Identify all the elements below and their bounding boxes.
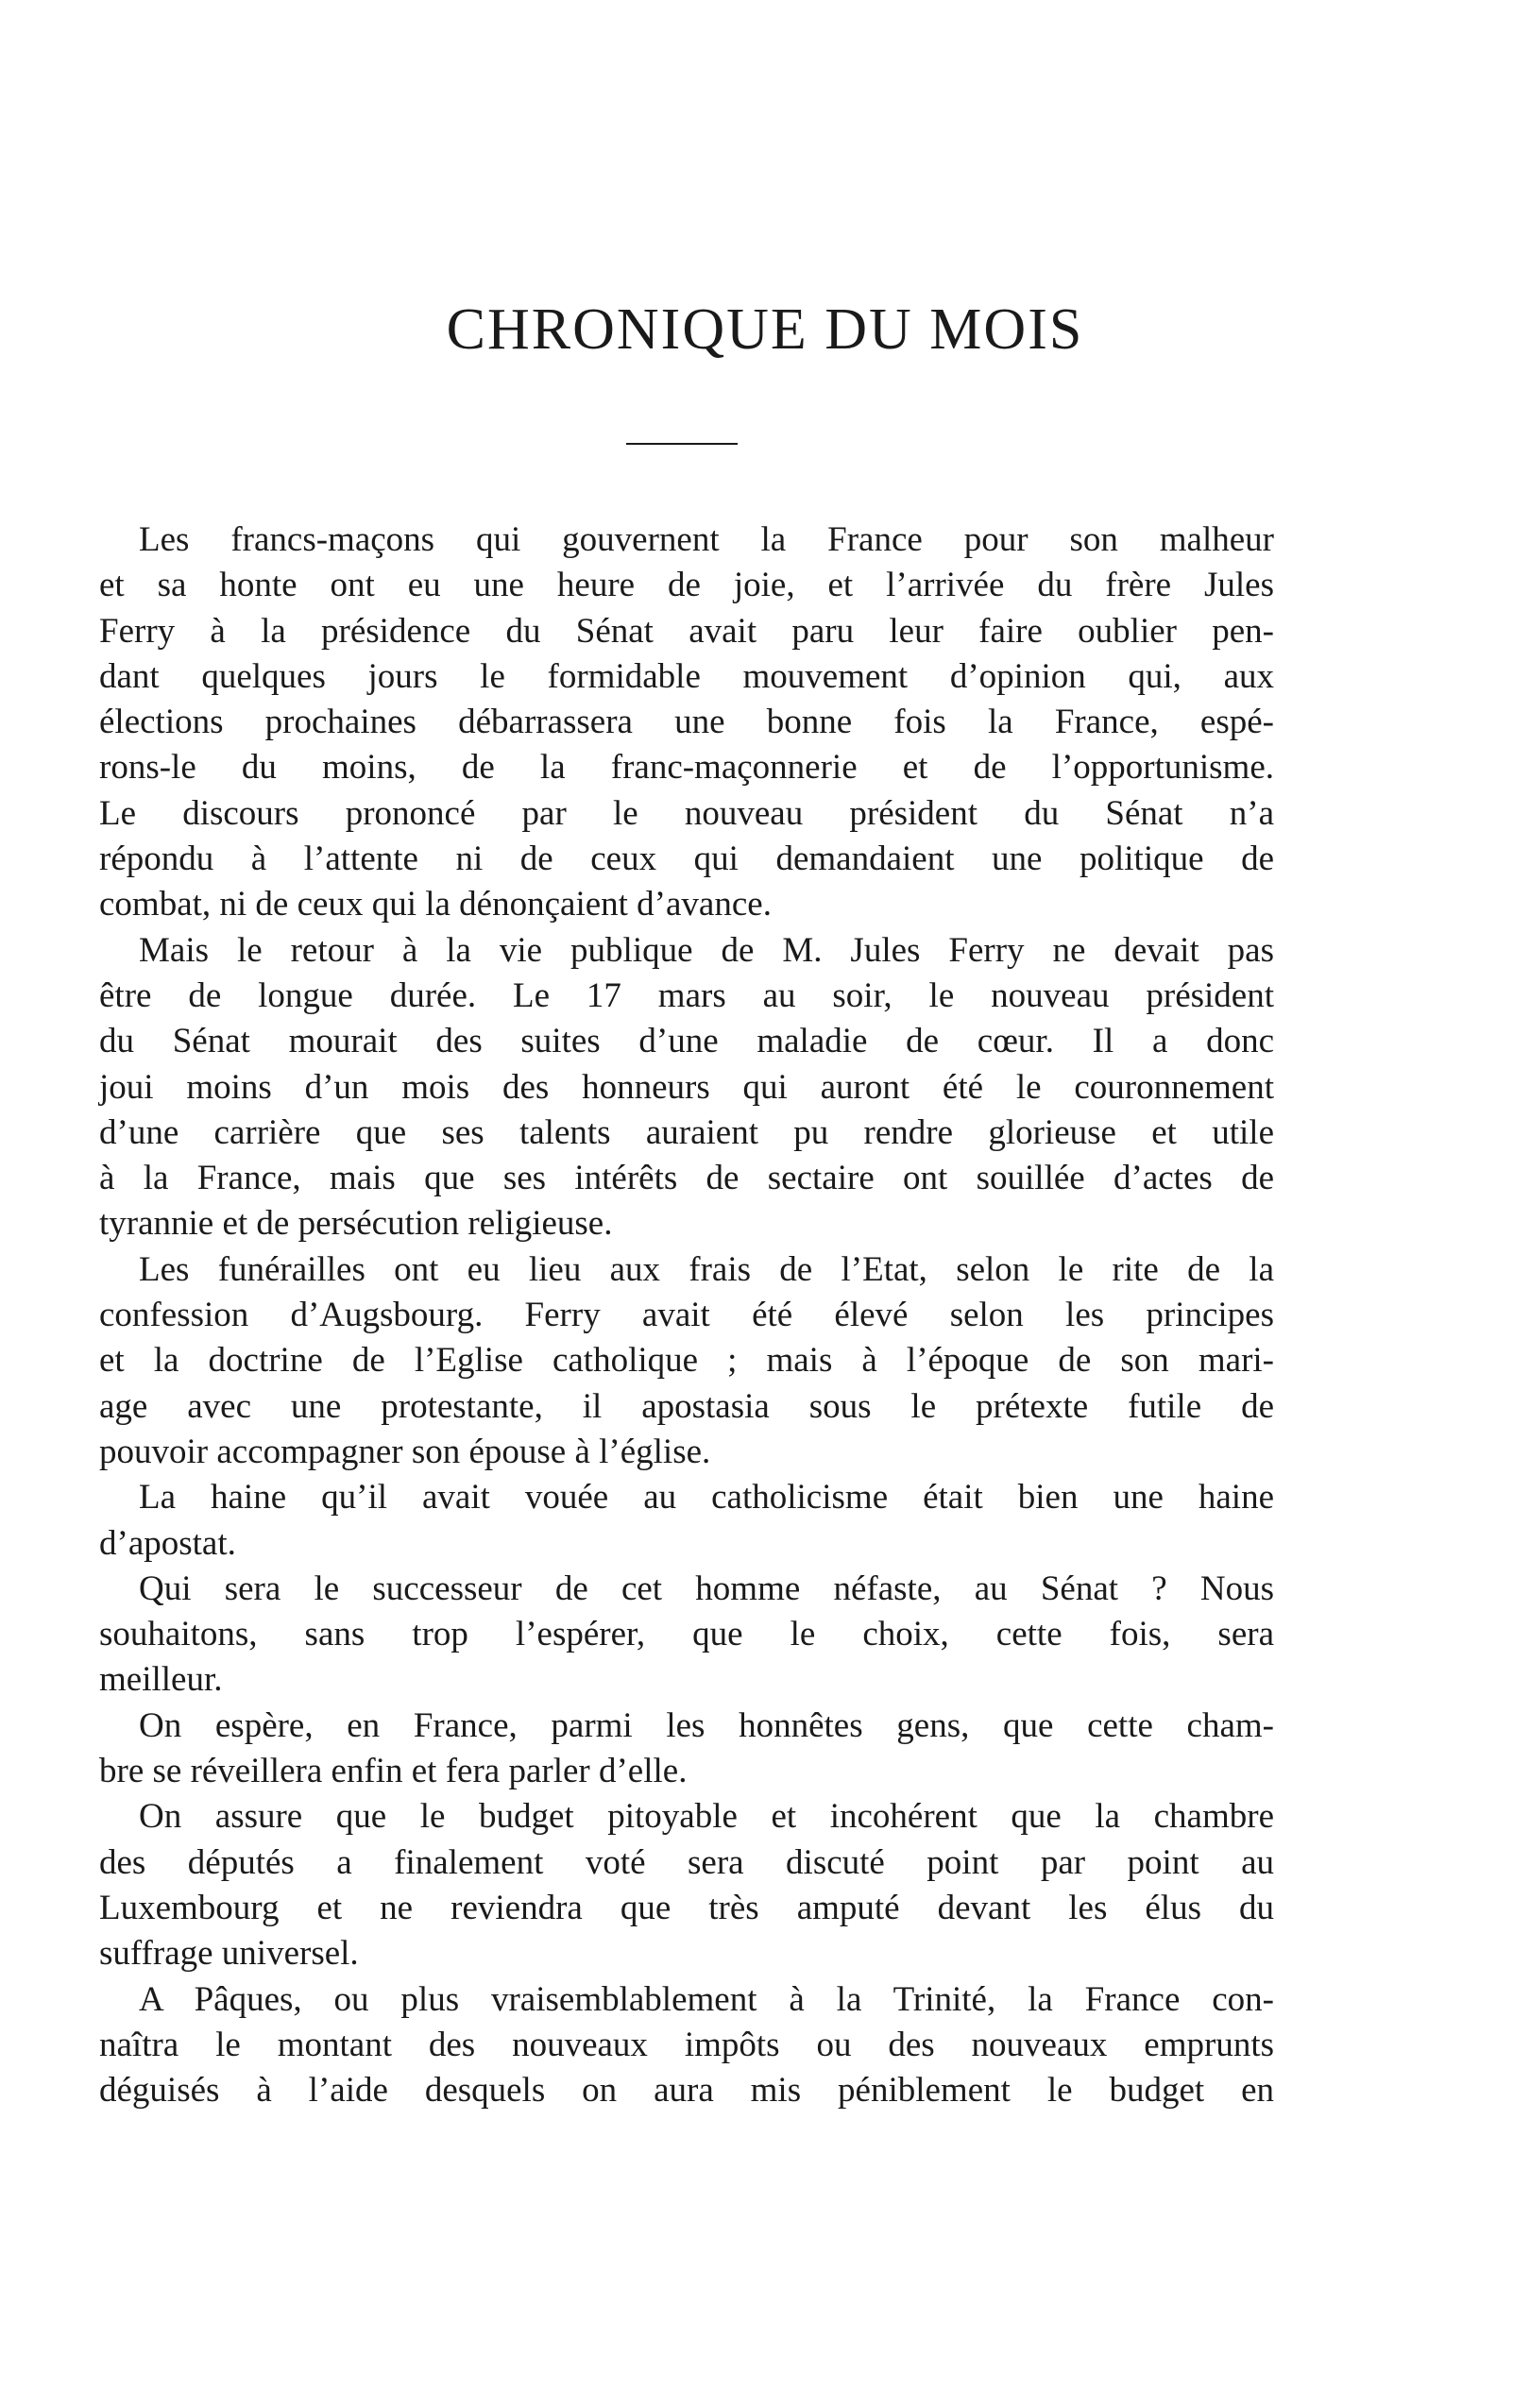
text-line: bre se réveillera enfin et fera parler d’elle.	[99, 1752, 688, 1791]
text-line: souhaitons, sans trop l’espérer, que le choix, cette fois, sera	[99, 1615, 1274, 1654]
text-line: naîtra le montant des nouveaux impôts ou des nouveaux emprunts	[99, 2025, 1274, 2064]
text-line: confession d’Augsbourg. Ferry avait été élevé selon les principes	[99, 1296, 1274, 1335]
text-line: tyrannie et de persécution religieuse.	[99, 1204, 613, 1244]
text-line: élections prochaines débarrassera une bonne fois la France, espé-	[99, 703, 1274, 742]
text-line: On espère, en France, parmi les honnêtes gens, que cette cham-	[139, 1705, 1274, 1745]
text-line: Ferry à la présidence du Sénat avait paru leur faire oublier pen-	[99, 611, 1274, 651]
text-line: du Sénat mourait des suites d’une maladie de cœur. Il a donc	[99, 1022, 1274, 1061]
text-line: On assure que le budget pitoyable et incohérent que la chambre	[139, 1797, 1274, 1837]
text-line: répondu à l’attente ni de ceux qui demandaient une politique de	[99, 839, 1274, 879]
text-line: être de longue durée. Le 17 mars au soir, le nouveau président	[99, 975, 1274, 1015]
text-line: age avec une protestante, il apostasia sous le prétexte futile de	[99, 1386, 1274, 1426]
text-line: meilleur.	[99, 1660, 223, 1700]
text-line: Mais le retour à la vie publique de M. Jules Ferry ne devait pas	[139, 930, 1274, 970]
text-line: d’une carrière que ses talents auraient pu rendre glorieuse et utile	[99, 1112, 1274, 1152]
paragraph	[99, 1977, 1274, 2114]
paragraph	[99, 1475, 1274, 1567]
text-line: à la France, mais que ses intérêts de sectaire ont souillée d’actes de	[99, 1159, 1274, 1198]
text-line: joui moins d’un mois des honneurs qui auront été le couronnement	[99, 1067, 1274, 1107]
text-line: et la doctrine de l’Eglise catholique ; mais à l’époque de son mari-	[99, 1341, 1274, 1381]
text-line: Qui sera le successeur de cet homme néfaste, au Sénat ? Nous	[139, 1569, 1274, 1608]
text-line: Les funérailles ont eu lieu aux frais de l’Etat, selon le rite de la	[139, 1249, 1274, 1289]
text-line: dant quelques jours le formidable mouvement d’opinion qui, aux	[99, 656, 1274, 696]
text-line: suffrage universel.	[99, 1934, 359, 1974]
page-title: CHRONIQUE DU MOIS	[446, 297, 1084, 362]
paragraph	[99, 1704, 1274, 1795]
text-line: déguisés à l’aide desquels on aura mis péniblement le budget en	[99, 2071, 1274, 2111]
paragraph	[99, 1567, 1274, 1704]
text-line: Le discours prononcé par le nouveau président du Sénat n’a	[99, 793, 1274, 833]
title-rule	[626, 443, 738, 445]
text-line: et sa honte ont eu une heure de joie, et l’arrivée du frère Jules	[99, 566, 1274, 605]
paragraph	[99, 928, 1274, 1247]
text-line: Les francs-maçons qui gouvernent la France pour son malheur	[139, 520, 1274, 559]
text-line: pouvoir accompagner son épouse à l’église.	[99, 1432, 711, 1471]
text-line: combat, ni de ceux qui la dénonçaient d’avance.	[99, 885, 772, 924]
text-line: Luxembourg et ne reviendra que très amputé devant les élus du	[99, 1888, 1274, 1927]
paragraph	[99, 1794, 1274, 1976]
text-line: A Pâques, ou plus vraisemblablement à la Trinité, la France con-	[139, 1979, 1274, 2019]
body-text	[99, 517, 1274, 2113]
paragraph	[99, 517, 1274, 928]
text-line: La haine qu’il avait vouée au catholicisme était bien une haine	[139, 1478, 1274, 1518]
text-line: des députés a finalement voté sera discuté point par point au	[99, 1842, 1274, 1882]
paragraph	[99, 1247, 1274, 1475]
text-line: d’apostat.	[99, 1523, 236, 1563]
text-line: rons-le du moins, de la franc-maçonnerie et de l’opportunisme.	[99, 748, 1274, 788]
